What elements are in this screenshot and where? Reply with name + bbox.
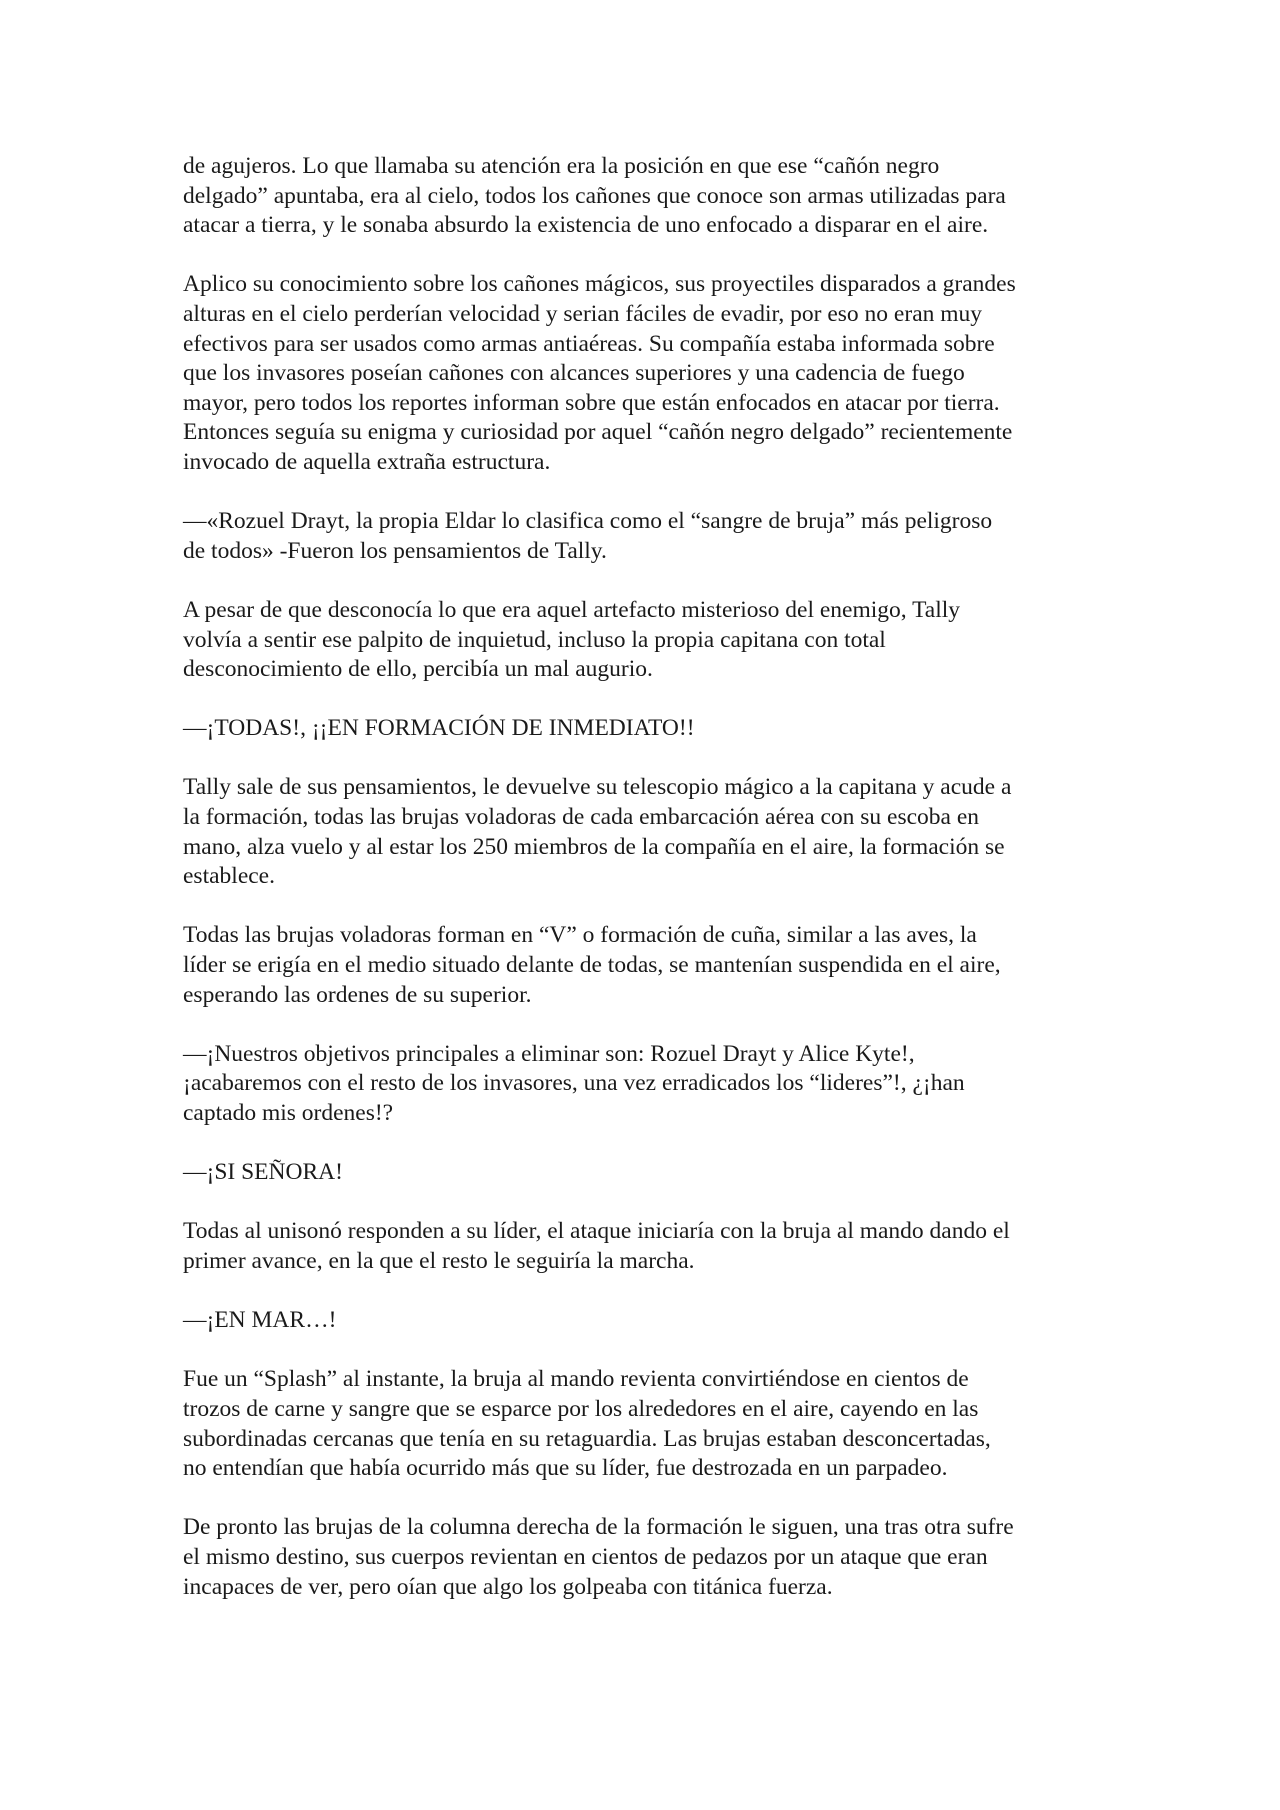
- paragraph-1: de agujeros. Lo que llamaba su atención era la posición en que ese “cañón negro delgado” apuntaba, era al cielo, todos los cañones que conoce son armas utilizadas para atacar a tierra, y le sonaba absurdo la existencia de uno enfocado a disparar en el aire.: [183, 153, 1006, 239]
- paragraph-4: A pesar de que desconocía lo que era aquel artefacto misterioso del enemigo, Tally volvía a sentir ese palpito de inquietud, incluso la propia capitana con total desconocimiento de ello, percibía un mal augurio.: [183, 596, 961, 683]
- paragraph-5: —¡TODAS!, ¡¡EN FORMACIÓN DE INMEDIATO!!: [183, 715, 695, 742]
- paragraph-10: Todas al unisonó responden a su líder, el ataque iniciaría con la bruja al mando dando el primer avance, en la que el resto le seguiría la marcha.: [183, 1218, 1010, 1274]
- paragraph-13: De pronto las brujas de la columna derecha de la formación le siguen, una tras otra sufre el mismo destino, sus cuerpos revientan en cientos de pedazos por un ataque que eran incapaces de ver, pero oían que algo los golpeaba con titánica fuerza.: [183, 1514, 1014, 1600]
- paragraph-2: Aplico su conocimiento sobre los cañones mágicos, sus proyectiles disparados a grandes alturas en el cielo perderían velocidad y serian fáciles de evadir, por eso no eran muy efectivos para ser usados como armas antiaéreas. Su compañía estaba informada sobre que los invasores poseían cañones con alcances superiores y una cadencia de fuego mayor, pero todos los reportes informan sobre que están enfocados en atacar por tierra. Entonces seguía su enigma y curiosidad por aquel “cañón negro delgado” recientemente invocado de aquella extraña estructura.: [183, 271, 1016, 475]
- paragraph-12: Fue un “Splash” al instante, la bruja al mando revienta convirtiéndose en cientos de trozos de carne y sangre que se esparce por los alrededores en el aire, cayendo en las subordinadas cercanas que tenía en su retaguardia. Las brujas estaban desconcertadas, no entendían que había ocurrido más que su líder, fue destrozada en un parpadeo.: [183, 1366, 991, 1482]
- document-page: [183, 152, 1103, 1632]
- paragraph-9: —¡SI SEÑORA!: [183, 1159, 343, 1186]
- paragraph-3: —«Rozuel Drayt, la propia Eldar lo clasifica como el “sangre de bruja” más peligroso de todos» -Fueron los pensamientos de Tally.: [183, 508, 993, 564]
- paragraph-11: —¡EN MAR…!: [183, 1307, 337, 1334]
- paragraph-8: —¡Nuestros objetivos principales a eliminar son: Rozuel Drayt y Alice Kyte!, ¡acabaremos con el resto de los invasores, una vez erradicados los “lideres”!, ¿¡han captado mis ordenes!?: [183, 1040, 965, 1126]
- paragraph-7: Todas las brujas voladoras forman en “V” o formación de cuña, similar a las aves, la líder se erigía en el medio situado delante de todas, se mantenían suspendida en el aire, esperando las ordenes de su superior.: [183, 922, 1001, 1008]
- paragraph-6: Tally sale de sus pensamientos, le devuelve su telescopio mágico a la capitana y acude a la formación, todas las brujas voladoras de cada embarcación aérea con su escoba en mano, alza vuelo y al estar los 250 miembros de la compañía en el aire, la formación se establece.: [183, 774, 1012, 890]
